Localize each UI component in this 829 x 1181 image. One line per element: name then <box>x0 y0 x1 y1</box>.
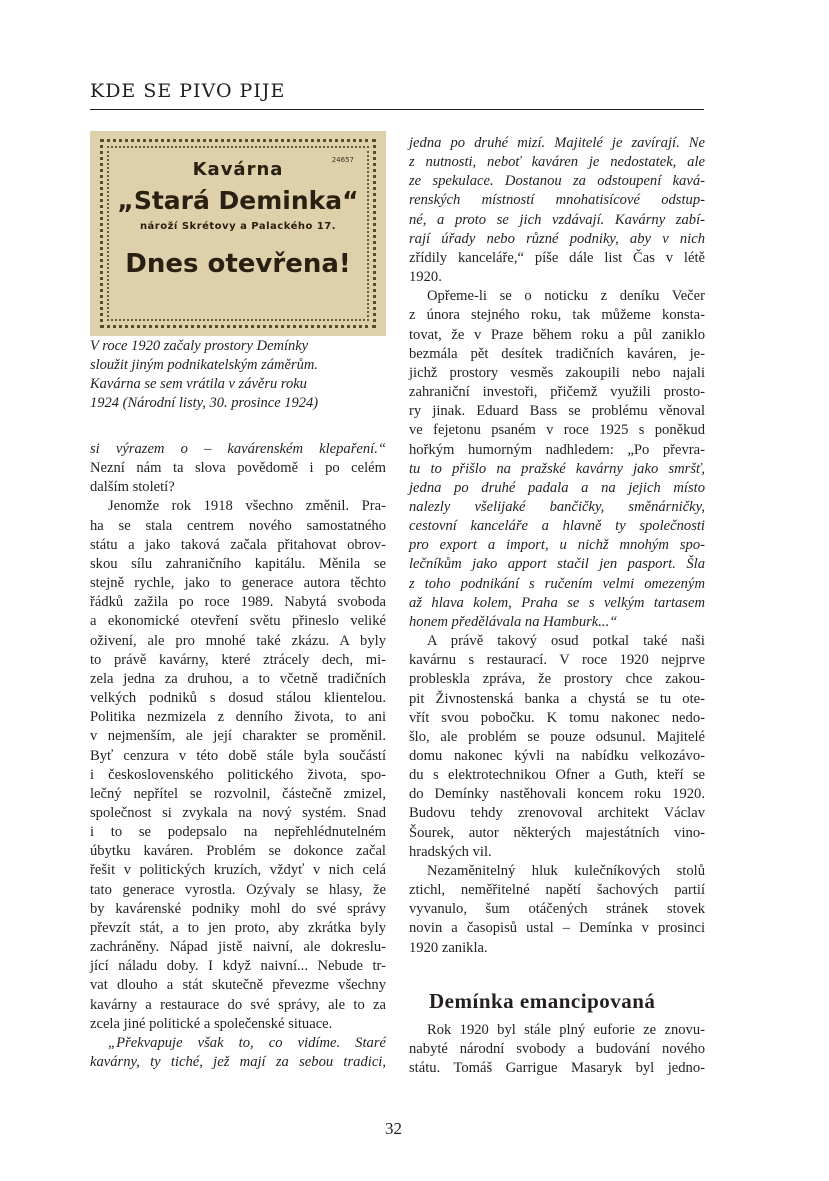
text-line: státu. Tomáš Garrigue Masaryk byl jedno- <box>409 1060 705 1077</box>
ad-line-address: nároží Skrétovy a Palackého 17. <box>139 221 337 232</box>
text-line: vat dlouho a stát skutečně převezme všechny <box>90 977 386 994</box>
newspaper-ad-image <box>90 131 386 336</box>
text-line: z toho podnikání s ručením velmi omezeným <box>409 575 705 592</box>
text-line: vyvanulo, šum otáčených stránek stovek <box>409 901 705 918</box>
text-line: Jenomže rok 1918 všechno změnil. Pra- <box>108 498 386 515</box>
text-line: až hlava kolem, Praha se s velkým tartasem <box>409 594 705 611</box>
text-line: Nezaměnitelný hluk kulečníkových stolů <box>427 862 705 879</box>
text-line: kavárny, ty tiché, jež mají za sebou tradici, <box>90 1054 386 1070</box>
text-line: vřít svou pobočku. K tomu nakonec nedo- <box>409 709 705 726</box>
text-line: jedna po druhé padala a na jejich místo <box>409 479 705 496</box>
text-line: kavárny a restaurace do své správy, ale to za <box>90 996 386 1013</box>
text-line: jící náladu doby. I když naivní... Nebude tr- <box>90 958 386 975</box>
text-line: a ekonomické otevření světu přineslo veliké <box>90 613 386 630</box>
section-heading: Demínka emancipovaná <box>429 989 656 1013</box>
text-line: státu a jako taková začala přitahovat obrov- <box>90 536 386 553</box>
text-line: zcela jiné politické a společenské situace. <box>90 1015 333 1032</box>
text-line: lečný nepřítel se rozvolnil, částečně zmizel, <box>90 785 386 802</box>
left-column <box>90 440 386 1072</box>
text-line: oživení, ale pro mnohé také zkázu. A byly <box>90 632 386 649</box>
text-line: řádků zažila po roce 1989. Nabytá svoboda <box>90 594 386 611</box>
text-line: Politika nezmizela z denního života, to ani <box>90 709 386 726</box>
caption-line: V roce 1920 začaly prostory Demínky <box>90 338 309 354</box>
text-line: jichž prostory vesměs zakoupili nebo najali <box>409 364 705 381</box>
text-line: z února stejného roku, tak můžeme konsta- <box>409 307 705 324</box>
text-line: nabyté národní svobody a budování nového <box>409 1041 705 1058</box>
text-line: dalším století? <box>90 479 175 496</box>
ad-line-name: „Stará Deminka“ <box>117 186 359 215</box>
text-line: A právě takový osud potkal také naši <box>427 633 705 650</box>
text-line: úbytku kaváren. Problém se dokonce začal <box>90 843 386 860</box>
text-line: „Překvapuje však to, co vidíme. Staré <box>108 1034 386 1051</box>
text-line: rají úřady nebo různé podniky, aby v nich <box>409 230 705 247</box>
text-line: tu to přišlo na pražské kavárny jako smršť, <box>409 460 705 477</box>
right-column <box>409 134 705 958</box>
text-line: honem předělávala na Hamburk...“ <box>409 613 618 630</box>
text-line: hořkým humorným nadhledem: „Po převra- <box>409 441 705 458</box>
text-line: jedna po druhé mizí. Majitelé je zavírají. Ne <box>409 135 705 151</box>
text-line: tato generace vyrostla. Ozývaly se hlasy, že <box>90 881 386 898</box>
page-number: 32 <box>385 1119 402 1138</box>
text-line: společnost si zvykala na nový systém. Snad <box>90 804 386 821</box>
text-line: Byť cenzura v této době stále byla součástí <box>90 747 386 764</box>
ad-line-open: Dnes otevřena! <box>125 249 351 279</box>
text-line: zahraniční investoři, přičemž využili prosto- <box>409 384 705 401</box>
text-line: kavárnu s restaurací. V roce 1920 nejprve <box>409 652 705 669</box>
text-line: zřídily kanceláře,“ píše dále list Čas v létě <box>409 249 705 266</box>
text-line: bezmála pět desítek tradičních kaváren, je- <box>409 345 705 362</box>
text-line: né, a proto se jich vzdávají. Kavárny zabí- <box>409 211 705 228</box>
text-line: Šourek, autor některých majestátních vino- <box>409 824 705 841</box>
ad-line-kavarna: Kavárna <box>192 159 284 180</box>
text-line: ztichl, neměřitelné napětí šachových partií <box>409 882 705 899</box>
figure-caption <box>90 337 390 413</box>
section-body <box>409 1021 705 1078</box>
text-line: hradských vil. <box>409 843 492 860</box>
text-line: šlo, ale problém se pouze odsunul. Majitelé <box>409 728 705 745</box>
text-line: 1920 zanikla. <box>409 939 488 956</box>
text-line: převzít stát, a to jen proto, aby zkrátka byly <box>90 919 386 936</box>
text-line: tovat, že v Praze během roku a půl zaniklo <box>409 326 705 343</box>
caption-line: 1924 (Národní listy, 30. prosince 1924) <box>90 395 319 411</box>
text-line: Budovu tehdy zrenovoval architekt Václav <box>409 805 705 822</box>
text-line: renských místností mnohatisícové odstup- <box>409 192 705 209</box>
text-line: velkých podniků s dosud stálou klientelou. <box>90 690 386 707</box>
text-line: Rok 1920 byl stále plný euforie ze znovu- <box>427 1022 705 1038</box>
text-line: novin a časopisů ustal – Demínka v prosinci <box>409 920 705 937</box>
text-line: cestovní kanceláře a hlavně ty společnosti <box>409 518 705 535</box>
text-line: stejně rychle, jako to generace autora těchto <box>90 575 386 592</box>
text-line: pro export a import, u nichž mnohým spo- <box>409 537 705 554</box>
text-line: si výrazem o – kavárenském klepaření.“ <box>90 441 386 457</box>
text-line: ry jinak. Eduard Bass se problému věnoval <box>409 403 705 420</box>
text-line: i československého politického života, spo- <box>90 766 386 783</box>
text-line: problеskla zpráva, že prostory chce zakou- <box>409 671 705 688</box>
text-line: du s elektrotechnikou Ofner a Guth, kteří se <box>409 767 705 784</box>
text-line: řešit v politických kruzích, vždyť v nich celá <box>90 862 386 879</box>
running-head: KDE SE PIVO PIJE <box>90 80 286 102</box>
text-line: skou sílu zahraničního kapitálu. Měnila se <box>90 555 386 572</box>
ad-number: 24657 <box>331 156 354 164</box>
text-line: z nutnosti, neboť kaváren je nedostatek, ale <box>409 154 705 171</box>
text-line: 1920. <box>409 269 442 286</box>
text-line: Opřeme-li se o noticku z deníku Večer <box>427 288 705 305</box>
text-line: nalezly všelijaké bančičky, směnárničky, <box>409 498 705 515</box>
caption-line: Kavárna se sem vrátila v závěru roku <box>90 376 307 392</box>
text-line: i to se podepsalo na nepřehlédnutelném <box>90 824 386 841</box>
text-line: to právě kavárny, které ztrácely dech, mi- <box>90 651 386 668</box>
caption-line: sloužit jiným podnikatelským záměrům. <box>90 357 318 373</box>
header-rule <box>90 109 704 110</box>
text-line: ze spekulace. Dostanou za odstoupení kavá- <box>409 173 705 190</box>
text-line: by kavárenské podniky mohl do své správy <box>90 900 386 917</box>
text-line: domu nakonec kývli na nabídku velkozávo- <box>409 748 705 764</box>
text-line: ve fejetonu psaném v roce 1925 s poněkud <box>409 422 705 439</box>
text-line: zela jedna za druhou, a to včetně tradičních <box>90 670 386 687</box>
text-line: v nejmenším, ale její charakter se proměnil. <box>90 728 386 745</box>
text-line: zachráněny. Nápad jistě naivní, ale dokreslu- <box>90 939 386 956</box>
text-line: ha se stala centrem nového samostatného <box>90 517 386 534</box>
text-line: pit Živnostenská banka a chystá se tu ote- <box>409 690 705 707</box>
text-line: lečníkům jako apport stačil jen pasport. Šla <box>409 556 705 573</box>
text-line: do Demínky nastěhovali koncem roku 1920. <box>409 786 705 803</box>
text-line: Nezní nám ta slova povědomě i po celém <box>90 460 386 477</box>
